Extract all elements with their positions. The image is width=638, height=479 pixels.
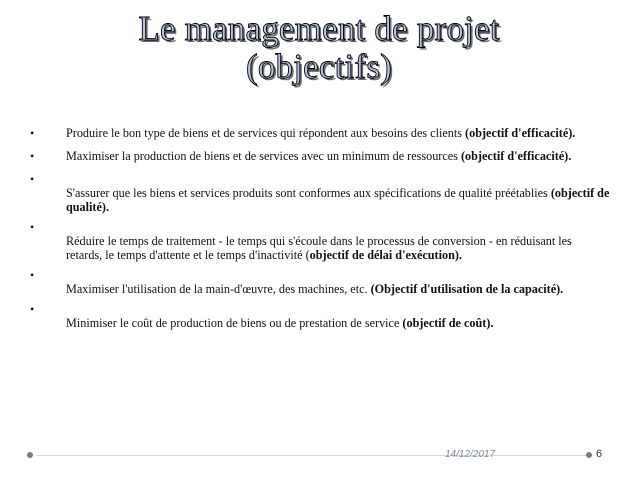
- slide-title: [0, 10, 638, 86]
- bullet-text: Maximiser la production de biens et de services avec un minimum de ressources (objectif d'efficacité).: [66, 149, 572, 163]
- bullet-item-efficacite-2: [30, 149, 610, 163]
- footer-divider: [36, 455, 588, 456]
- bullet-objective: (objectif d'efficacité).: [460, 149, 572, 163]
- bullet-item-cout: [30, 302, 610, 330]
- bullet-item-delai: [30, 220, 610, 262]
- bullet-marker: •: [30, 302, 35, 316]
- bullet-text: Maximiser l'utilisation de la main-d'œuvre, des machines, etc. (Objectif d'utilisation de la capacité).: [66, 282, 564, 296]
- footer-left-dot-icon: [27, 452, 33, 458]
- bullet-objective: (Objectif d'utilisation de la capacité).: [370, 282, 564, 296]
- bullet-marker: •: [30, 126, 35, 140]
- bullet-text: Réduire le temps de traitement - le temps qui s'écoule dans le processus de conversion - en réduisant les retards, le temps d'attente et le temps d'inactivité (objectif de délai d'exécution).: [66, 234, 572, 262]
- bullet-marker: •: [30, 172, 35, 186]
- bullet-objective: (objectif de qualité).: [66, 186, 610, 214]
- bullet-objective: objectif de délai d'exécution).: [309, 248, 462, 262]
- page-number: 6: [596, 448, 603, 460]
- bullet-marker: •: [30, 149, 35, 163]
- footer-right-dot-icon: [586, 452, 592, 458]
- bullet-text: Produire le bon type de biens et de services qui répondent aux besoins des clients (objectif d'efficacité).: [66, 126, 576, 140]
- bullet-list: [30, 126, 610, 330]
- bullet-text: S'assurer que les biens et services produits sont conformes aux spécifications de qualité préétablies (objectif de qualité).: [66, 186, 610, 214]
- bullet-text: Minimiser le coût de production de biens ou de prestation de service (objectif de coût).: [66, 316, 494, 330]
- bullet-marker: •: [30, 268, 35, 282]
- bullet-item-capacite: [30, 268, 610, 296]
- bullet-item-efficacite-1: [30, 126, 610, 140]
- slide-title-line-1: Le management de projet: [138, 9, 500, 48]
- footer-date: 14/12/2017: [445, 449, 496, 460]
- bullet-item-qualite: [30, 172, 610, 214]
- bullet-objective: (objectif de coût).: [402, 316, 494, 330]
- bullet-objective: (objectif d'efficacité).: [465, 126, 576, 140]
- bullet-marker: •: [30, 220, 35, 234]
- slide-title-line-2: (objectifs): [245, 47, 393, 86]
